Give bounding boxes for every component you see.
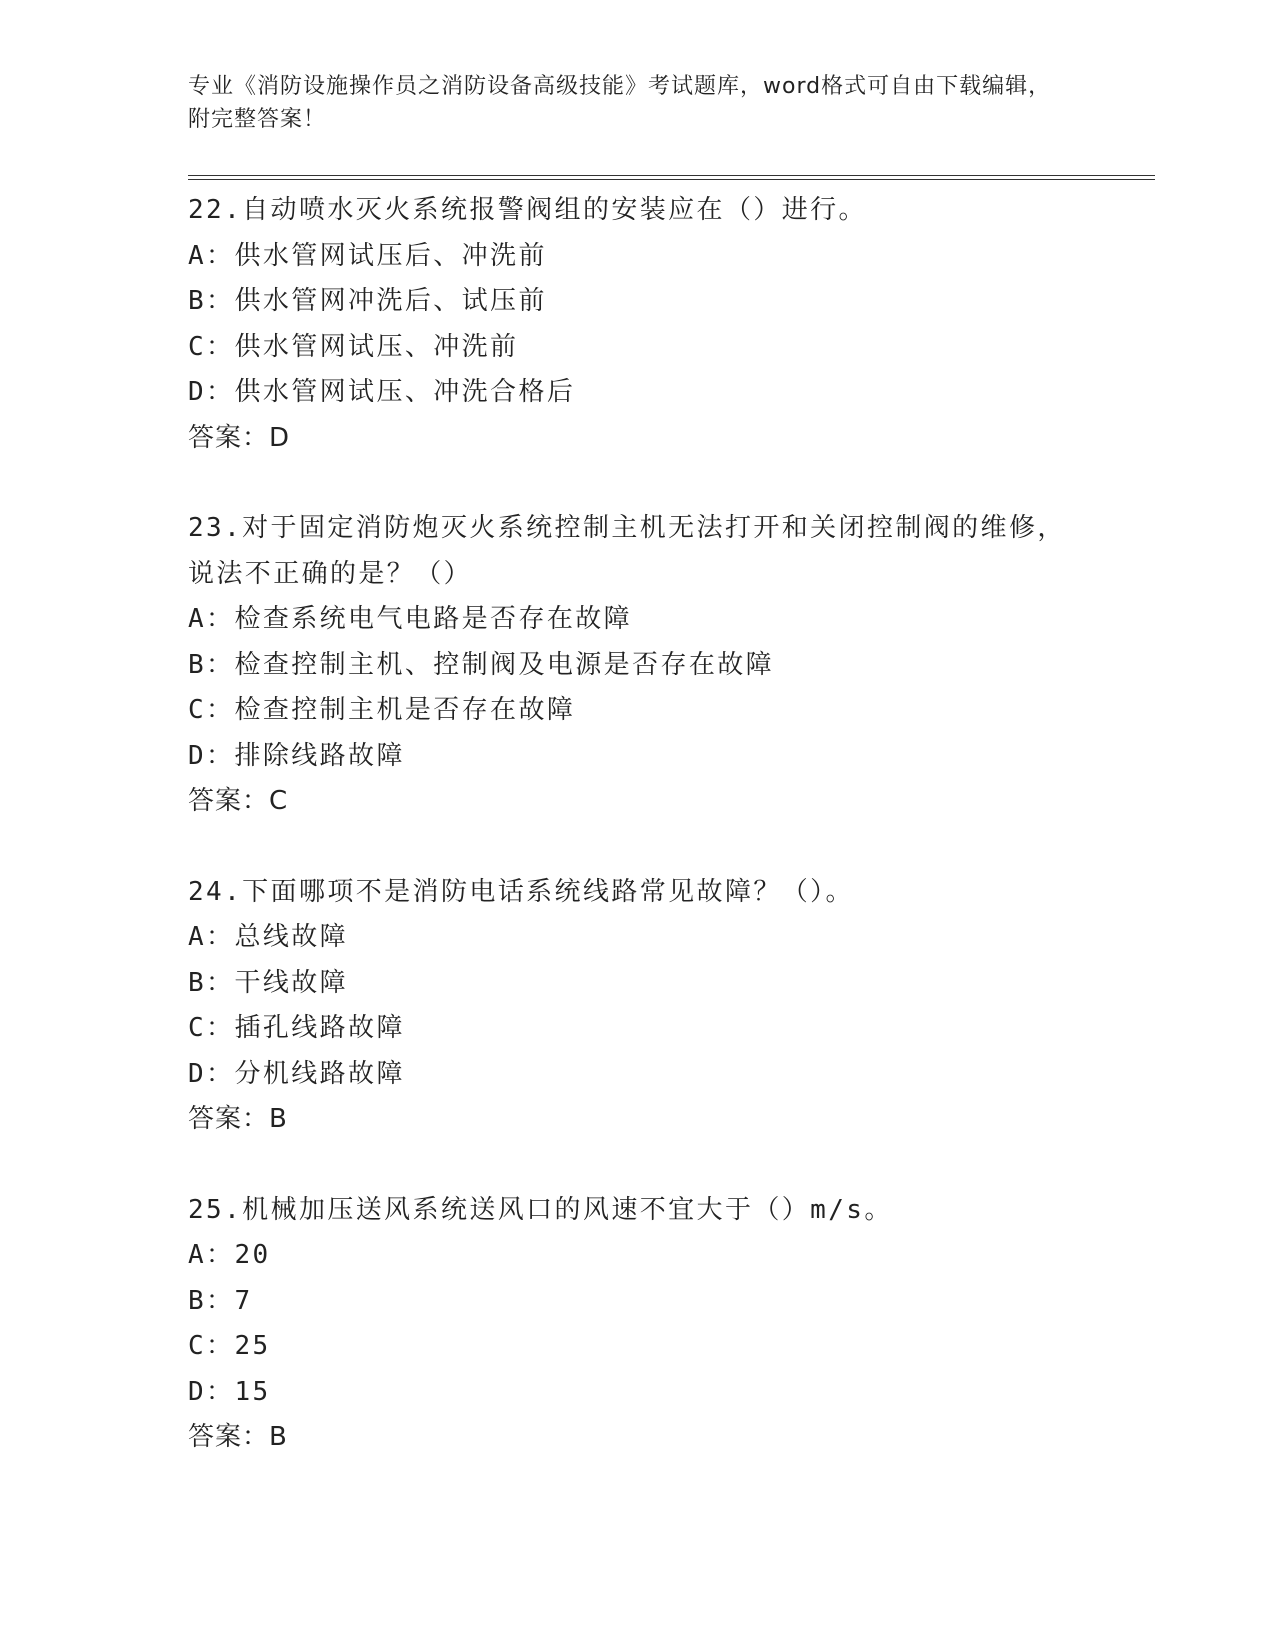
question-title: 22.自动喷水灭火系统报警阀组的安装应在（）进行。 xyxy=(188,195,867,225)
option-c: C：检查控制主机是否存在故障 xyxy=(188,695,576,725)
answer: 答案：B xyxy=(188,1422,288,1452)
document-header: 专业《消防设施操作员之消防设备高级技能》考试题库，word格式可自由下载编辑，附完整答案！ xyxy=(188,74,1052,132)
header-rule-bottom xyxy=(188,179,1155,180)
option-a: A：总线故障 xyxy=(188,922,349,952)
option-d: D：排除线路故障 xyxy=(188,740,405,771)
question-22 xyxy=(188,188,1108,461)
option-d: D：分机线路故障 xyxy=(188,1058,405,1089)
question-title: 25.机械加压送风系统送风口的风速不宜大于（）m/s。 xyxy=(188,1194,893,1225)
option-b: B：干线故障 xyxy=(188,967,349,998)
option-a: A：检查系统电气电路是否存在故障 xyxy=(188,604,633,634)
option-d: D：15 xyxy=(188,1376,271,1407)
question-23 xyxy=(188,506,1108,825)
option-c: C：供水管网试压、冲洗前 xyxy=(188,331,519,362)
option-b: B：检查控制主机、控制阀及电源是否存在故障 xyxy=(188,649,775,680)
option-a: A：供水管网试压后、冲洗前 xyxy=(188,240,547,271)
answer: 答案：D xyxy=(188,422,291,453)
question-25 xyxy=(188,1188,1108,1461)
answer: 答案：C xyxy=(188,786,289,816)
question-24 xyxy=(188,870,1108,1143)
question-title: 23.对于固定消防炮灭火系统控制主机无法打开和关闭控制阀的维修，说法不正确的是？（） xyxy=(188,513,1066,589)
question-list xyxy=(188,188,1108,1506)
option-c: C：25 xyxy=(188,1331,271,1361)
option-a: A：20 xyxy=(188,1240,271,1270)
question-title: 24.下面哪项不是消防电话系统线路常见故障？（）。 xyxy=(188,876,854,907)
header-rule-top xyxy=(188,175,1155,176)
answer: 答案：B xyxy=(188,1104,288,1134)
option-d: D：供水管网试压、冲洗合格后 xyxy=(188,377,576,407)
option-b: B：7 xyxy=(188,1285,253,1316)
option-c: C：插孔线路故障 xyxy=(188,1013,405,1043)
option-b: B：供水管网冲洗后、试压前 xyxy=(188,286,547,316)
